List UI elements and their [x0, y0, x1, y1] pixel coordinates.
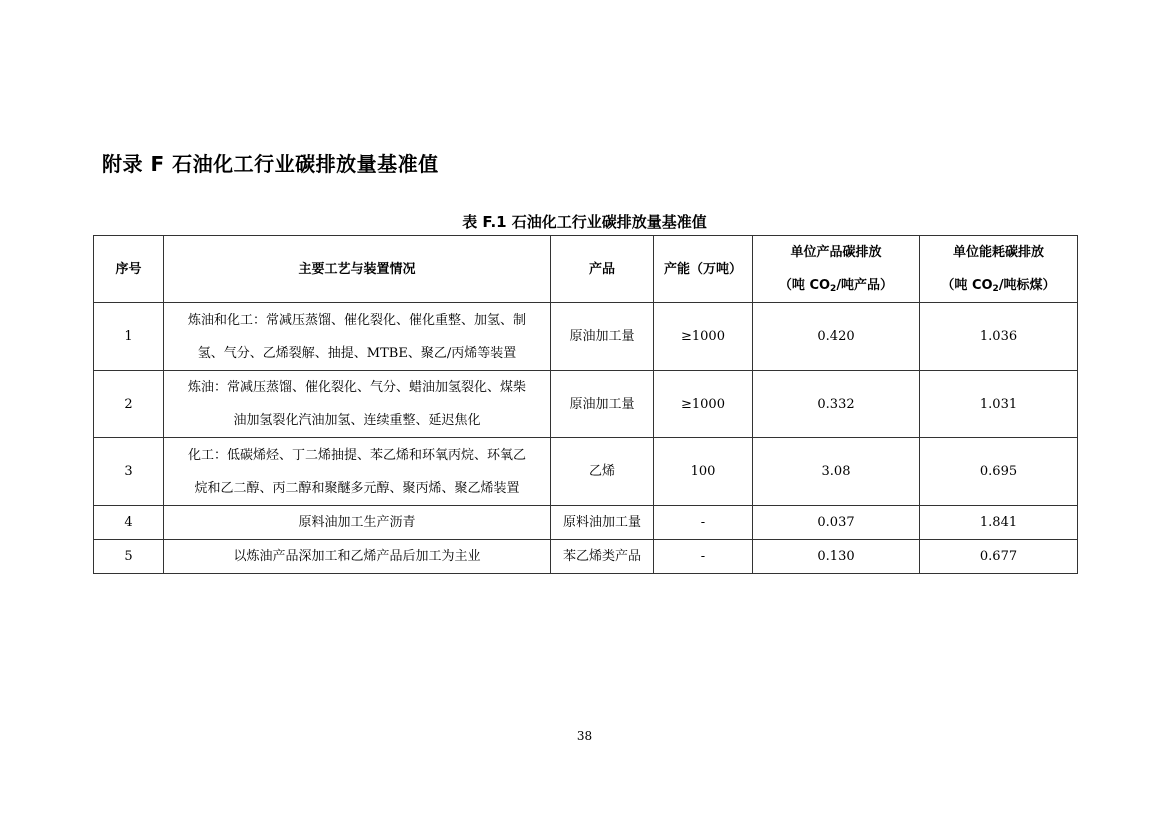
- process-line: 炼油和化工：常减压蒸馏、催化裂化、催化重整、加氢、制: [187, 312, 526, 328]
- cell-index: 5: [94, 540, 164, 574]
- header-index: 序号: [94, 236, 164, 303]
- cell-product: 乙烯: [551, 438, 654, 506]
- cell-capacity: -: [654, 540, 753, 574]
- cell-process: [164, 371, 551, 438]
- process-line: 炼油：常减压蒸馏、催化裂化、气分、蜡油加氢裂化、煤柴: [187, 380, 526, 395]
- header-unit-energy-emission-line2: [926, 269, 1071, 302]
- cell-unit-energy-emission: 0.695: [920, 438, 1078, 506]
- table-row: [94, 506, 1078, 540]
- unit-text: /吨标煤）: [998, 278, 1056, 293]
- cell-capacity: 100: [654, 438, 753, 506]
- table-row: [94, 540, 1078, 574]
- header-product: 产品: [551, 236, 654, 303]
- cell-capacity: ≥1000: [654, 303, 753, 371]
- header-unit-energy-emission: [920, 236, 1078, 303]
- cell-unit-energy-emission: 1.036: [920, 303, 1078, 371]
- subscript: 2: [992, 284, 999, 294]
- cell-process: [164, 303, 551, 371]
- process-line: 油加氢裂化汽油加氢、连续重整、延迟焦化: [233, 413, 481, 428]
- process-line: 烷和乙二醇、丙二醇和聚醚多元醇、聚丙烯、聚乙烯装置: [194, 480, 520, 496]
- cell-product: 原料油加工量: [551, 506, 654, 540]
- header-unit-product-emission: [753, 236, 920, 303]
- cell-capacity: -: [654, 506, 753, 540]
- cell-unit-energy-emission: 1.031: [920, 371, 1078, 438]
- emission-baseline-table: [93, 235, 1078, 574]
- cell-capacity: ≥1000: [654, 371, 753, 438]
- table-caption: 表 F.1 石油化工行业碳排放量基准值: [462, 213, 707, 231]
- unit-text: （吨 CO: [941, 278, 993, 293]
- table-header-row: [94, 236, 1078, 303]
- cell-unit-product-emission: 0.420: [753, 303, 920, 371]
- header-unit-product-emission-line1: 单位产品碳排放: [790, 245, 882, 260]
- cell-process: 原料油加工生产沥青: [164, 506, 551, 540]
- process-line: 氢、气分、乙烯裂解、抽提、MTBE、聚乙/丙烯等装置: [197, 345, 517, 361]
- cell-unit-product-emission: 0.332: [753, 371, 920, 438]
- table-row: [94, 371, 1078, 438]
- page-number: 38: [576, 729, 593, 743]
- cell-index: 3: [94, 438, 164, 506]
- cell-index: 4: [94, 506, 164, 540]
- cell-product: 原油加工量: [551, 371, 654, 438]
- unit-text: （吨 CO: [778, 278, 831, 293]
- table-row: [94, 303, 1078, 371]
- header-unit-energy-emission-line1: 单位能耗碳排放: [952, 245, 1044, 260]
- appendix-heading: 附录 F 石油化工行业碳排放量基准值: [102, 152, 439, 176]
- cell-product: 原油加工量: [551, 303, 654, 371]
- cell-index: 1: [94, 303, 164, 371]
- cell-unit-energy-emission: 1.841: [920, 506, 1078, 540]
- table-row: [94, 438, 1078, 506]
- cell-unit-product-emission: 0.130: [753, 540, 920, 574]
- cell-index: 2: [94, 371, 164, 438]
- cell-process: 以炼油产品深加工和乙烯产品后加工为主业: [164, 540, 551, 574]
- cell-product: 苯乙烯类产品: [551, 540, 654, 574]
- cell-unit-product-emission: 3.08: [753, 438, 920, 506]
- cell-unit-energy-emission: 0.677: [920, 540, 1078, 574]
- header-capacity: 产能（万吨）: [654, 236, 753, 303]
- unit-text: /吨产品）: [836, 278, 894, 293]
- process-line: 化工：低碳烯烃、丁二烯抽提、苯乙烯和环氧丙烷、环氧乙: [187, 447, 526, 463]
- header-unit-product-emission-line2: [759, 269, 913, 302]
- cell-process: [164, 438, 551, 506]
- cell-unit-product-emission: 0.037: [753, 506, 920, 540]
- header-process: 主要工艺与装置情况: [164, 236, 551, 303]
- subscript: 2: [830, 284, 837, 294]
